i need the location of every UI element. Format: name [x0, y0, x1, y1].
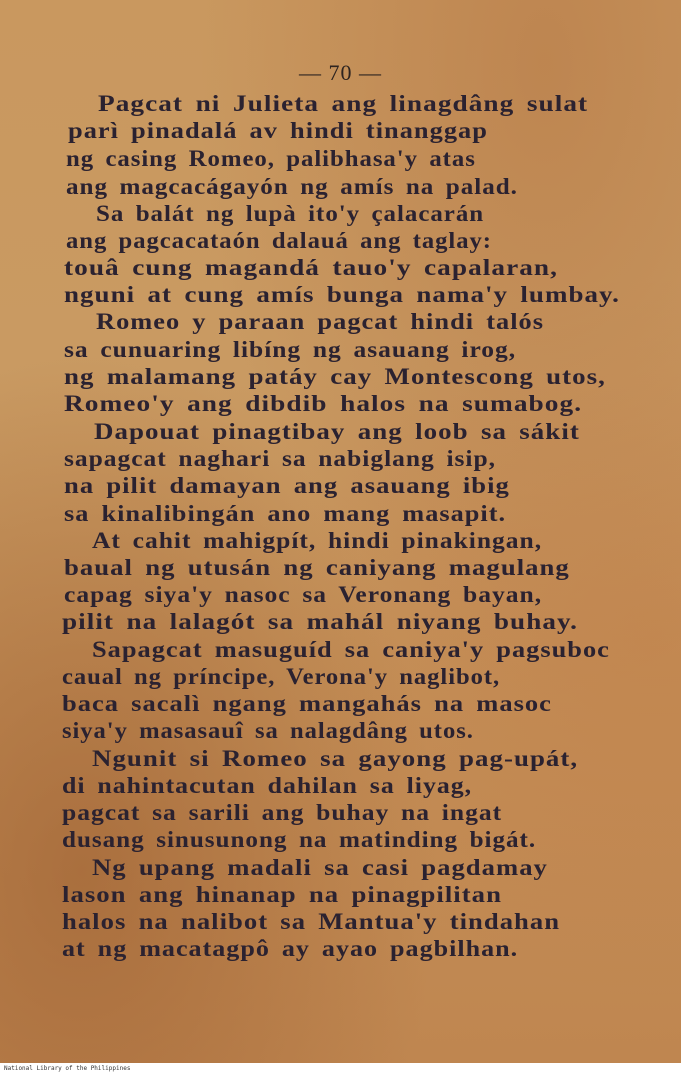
verse-line: sa cunuaring libíng ng asauang irog, — [64, 337, 517, 363]
verse-line: Romeo y paraan pagcat hindi talós — [96, 309, 545, 335]
verse-line: parì pinadalá av hindi tinanggap — [68, 118, 488, 144]
verse-line: touâ cung magandá tauo'y capalaran, — [64, 255, 559, 281]
verse-line: sapagcat naghari sa nabiglang isip, — [64, 446, 496, 472]
verse-line: Romeo'y ang dibdib halos na sumabog. — [64, 391, 583, 417]
verse-line: ng casing Romeo, palibhasa'y atas — [66, 146, 476, 172]
verse-line: siya'y masasauî sa nalagdâng utos. — [62, 718, 474, 744]
verse-line: nguni at cung amís bunga nama'y lumbay. — [64, 282, 620, 308]
verse-line: At cahit mahigpít, hindi pinakingan, — [92, 528, 543, 554]
verse-line: Ng upang madali sa casi pagdamay — [92, 855, 548, 881]
verse-line: Sapagcat masuguíd sa caniya'y pagsuboc — [92, 637, 610, 663]
verse-line: capag siya'y nasoc sa Veronang bayan, — [64, 582, 543, 608]
verse-line: Ngunit si Romeo sa gayong pag-upát, — [92, 746, 579, 772]
verse-line: baca sacalì ngang mangahás na masoc — [62, 691, 552, 717]
verse-line: ang pagcacataón dalauá ang taglay: — [66, 228, 492, 254]
verse-line: dusang sinusunong na matinding bigát. — [62, 827, 537, 853]
verse-line: sa kinalibingán ano mang masapit. — [64, 501, 507, 527]
verse-line: pagcat sa sarili ang buhay na ingat — [62, 800, 503, 826]
verse-line: Sa balát ng lupà ito'y çalacarán — [96, 201, 485, 227]
verse-line: na pilit damayan ang asauang ibig — [64, 473, 510, 499]
verse-line: di nahintacutan dahilan sa liyag, — [62, 773, 473, 799]
verse-line: at ng macatagpô ay ayao pagbilhan. — [62, 936, 519, 962]
verse-line: ng malamang patáy cay Montescong utos, — [64, 364, 606, 390]
library-footer: National Library of the Philippines — [4, 1065, 131, 1072]
page-number: — 70 — — [299, 60, 382, 85]
verse-line: Pagcat ni Julieta ang linagdâng sulat — [98, 91, 589, 117]
verse-line: caual ng príncipe, Verona'y naglibot, — [62, 664, 501, 690]
verse-line: halos na nalibot sa Mantua'y tindahan — [62, 909, 561, 935]
verse-line: baual ng utusán ng caniyang magulang — [64, 555, 570, 581]
verse-line: lason ang hinanap na pinagpilitan — [62, 882, 502, 908]
verse-line: pilit na lalagót sa mahál niyang buhay. — [62, 609, 578, 635]
verse-line: Dapouat pinagtibay ang loob sa sákit — [94, 419, 580, 445]
verse-line: ang magcacágayón ng amís na palad. — [66, 174, 518, 200]
